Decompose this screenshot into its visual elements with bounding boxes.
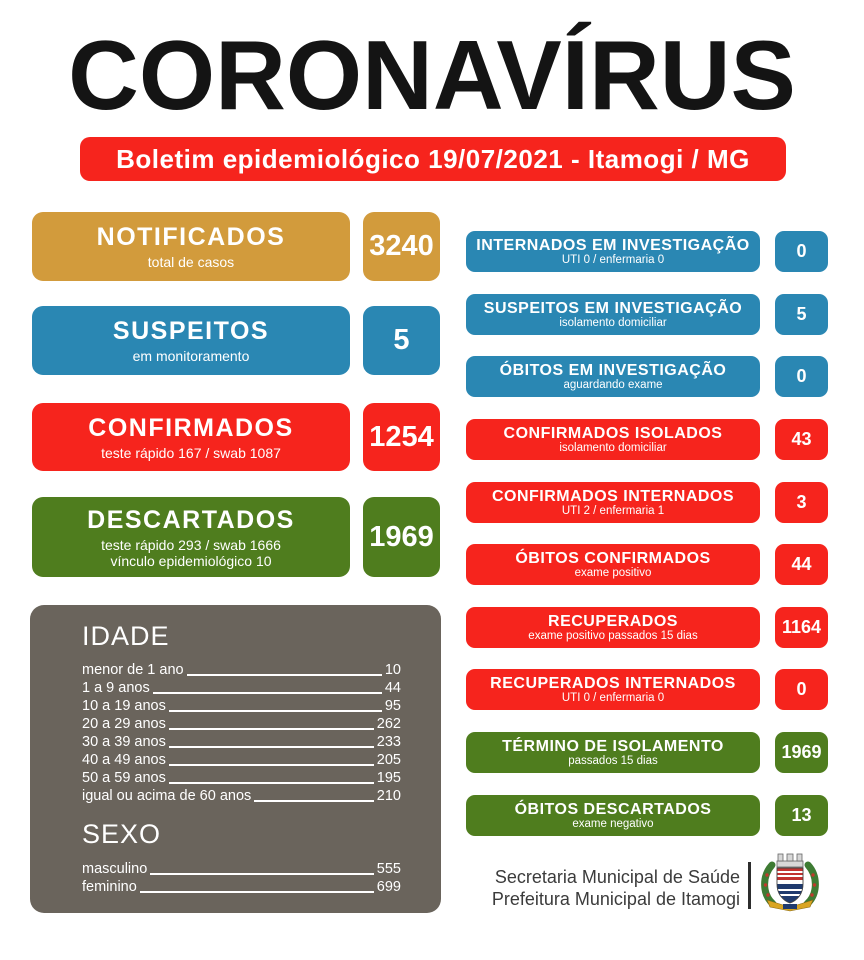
card-obitos-investigacao xyxy=(466,356,760,397)
card-termino-isolamento-title: TÉRMINO DE ISOLAMENTO xyxy=(502,737,724,755)
card-recuperados-subtitle: exame positivo passados 15 dias xyxy=(528,629,698,642)
card-confirmados-isolados-subtitle: isolamento domiciliar xyxy=(559,441,667,454)
badge-confirmados-isolados-value: 43 xyxy=(775,419,828,460)
age-row-value: 95 xyxy=(384,698,401,714)
card-descartados-title: DESCARTADOS xyxy=(87,505,295,534)
age-row-label: menor de 1 ano xyxy=(82,662,184,678)
card-obitos-descartados xyxy=(466,795,760,836)
leader-line xyxy=(187,674,382,676)
footer-org xyxy=(430,866,740,910)
card-suspeitos xyxy=(32,306,350,375)
leader-line xyxy=(153,692,382,694)
card-confirmados xyxy=(32,403,350,471)
sex-row-value: 699 xyxy=(376,879,401,895)
card-suspeitos-title: SUSPEITOS xyxy=(112,317,270,345)
card-obitos-confirmados-subtitle: exame positivo xyxy=(574,566,652,579)
sex-row-label: feminino xyxy=(82,879,137,895)
card-notificados-subtitle: total de casos xyxy=(147,254,235,270)
badge-obitos-descartados-value: 13 xyxy=(775,795,828,836)
badge-descartados-value: 1969 xyxy=(363,497,440,577)
itamogi-coat-of-arms-icon xyxy=(757,852,823,916)
card-recuperados-internados-subtitle: UTI 0 / enfermaria 0 xyxy=(561,691,665,704)
card-notificados xyxy=(32,212,350,281)
badge-obitos-confirmados-value: 44 xyxy=(775,544,828,585)
age-row-value: 195 xyxy=(376,770,401,786)
sex-row xyxy=(82,860,401,878)
card-internados-investigacao xyxy=(466,231,760,272)
age-row-value: 262 xyxy=(376,716,401,732)
sex-section-title: SEXO xyxy=(82,819,162,849)
age-row-value: 233 xyxy=(376,734,401,750)
card-internados-investigacao-subtitle: UTI 0 / enfermaria 0 xyxy=(561,253,665,266)
card-recuperados-internados-title: RECUPERADOS INTERNADOS xyxy=(490,674,736,692)
card-confirmados-internados xyxy=(466,482,760,523)
card-suspeitos-subtitle: em monitoramento xyxy=(132,348,250,364)
footer-line1: Secretaria Municipal de Saúde xyxy=(494,867,740,887)
footer-divider xyxy=(748,862,751,909)
card-confirmados-internados-subtitle: UTI 2 / enfermaria 1 xyxy=(561,504,665,517)
card-descartados-subtitle-2: vínculo epidemiológico 10 xyxy=(110,552,272,569)
footer-line2: Prefeitura Municipal de Itamogi xyxy=(491,889,740,909)
leader-line xyxy=(169,728,374,730)
age-row-value: 10 xyxy=(384,662,401,678)
card-confirmados-isolados-title: CONFIRMADOS ISOLADOS xyxy=(503,424,723,442)
card-recuperados xyxy=(466,607,760,648)
leader-line xyxy=(169,782,374,784)
age-row xyxy=(82,733,401,751)
leader-line xyxy=(169,710,382,712)
sex-row-label: masculino xyxy=(82,861,148,877)
leader-line xyxy=(169,764,374,766)
badge-confirmados-value: 1254 xyxy=(363,403,440,471)
leader-line xyxy=(140,891,374,893)
card-termino-isolamento xyxy=(466,732,760,773)
age-row-value: 44 xyxy=(384,680,401,696)
card-confirmados-subtitle: teste rápido 167 / swab 1087 xyxy=(101,444,281,461)
age-row-value: 205 xyxy=(376,752,401,768)
leader-line xyxy=(150,873,374,875)
card-obitos-confirmados-title: ÓBITOS CONFIRMADOS xyxy=(515,549,711,567)
badge-suspeitos-investigacao-value: 5 xyxy=(775,294,828,335)
badge-recuperados-value: 1164 xyxy=(775,607,828,648)
badge-recuperados-internados-value: 0 xyxy=(775,669,828,710)
badge-suspeitos-value: 5 xyxy=(363,306,440,375)
badge-internados-investigacao-value: 0 xyxy=(775,231,828,272)
age-row xyxy=(82,787,401,805)
badge-obitos-investigacao-value: 0 xyxy=(775,356,828,397)
sex-row xyxy=(82,878,401,896)
card-descartados-subtitle-1: teste rápido 293 / swab 1666 xyxy=(101,536,281,553)
age-row-label: igual ou acima de 60 anos xyxy=(82,788,252,804)
leader-line xyxy=(169,746,374,748)
age-row-label: 1 a 9 anos xyxy=(82,680,150,696)
age-row-label: 40 a 49 anos xyxy=(82,752,166,768)
badge-notificados-value: 3240 xyxy=(363,212,440,281)
age-row xyxy=(82,769,401,787)
age-row xyxy=(82,661,401,679)
badge-termino-isolamento-value: 1969 xyxy=(775,732,828,773)
leader-line xyxy=(254,800,374,802)
age-row xyxy=(82,679,401,697)
card-suspeitos-investigacao-title: SUSPEITOS EM INVESTIGAÇÃO xyxy=(483,299,743,317)
card-descartados xyxy=(32,497,350,577)
card-obitos-confirmados xyxy=(466,544,760,585)
badge-confirmados-internados-value: 3 xyxy=(775,482,828,523)
card-obitos-investigacao-subtitle: aguardando exame xyxy=(563,378,663,391)
age-row-label: 50 a 59 anos xyxy=(82,770,166,786)
card-obitos-investigacao-title: ÓBITOS EM INVESTIGAÇÃO xyxy=(499,361,727,379)
sex-row-value: 555 xyxy=(376,861,401,877)
card-suspeitos-investigacao xyxy=(466,294,760,335)
card-obitos-descartados-subtitle: exame negativo xyxy=(572,817,654,830)
demographics-panel xyxy=(30,605,441,913)
age-row xyxy=(82,751,401,769)
age-row-label: 20 a 29 anos xyxy=(82,716,166,732)
card-internados-investigacao-title: INTERNADOS EM INVESTIGAÇÃO xyxy=(476,236,750,254)
card-recuperados-title: RECUPERADOS xyxy=(548,612,678,630)
card-obitos-descartados-title: ÓBITOS DESCARTADOS xyxy=(514,800,712,818)
card-notificados-title: NOTIFICADOS xyxy=(96,223,286,251)
age-row xyxy=(82,697,401,715)
card-confirmados-title: CONFIRMADOS xyxy=(88,413,294,442)
age-row-label: 10 a 19 anos xyxy=(82,698,166,714)
age-section-title: IDADE xyxy=(82,621,170,651)
age-row-value: 210 xyxy=(376,788,401,804)
age-row-label: 30 a 39 anos xyxy=(82,734,166,750)
card-termino-isolamento-subtitle: passados 15 dias xyxy=(568,754,658,767)
card-confirmados-internados-title: CONFIRMADOS INTERNADOS xyxy=(491,487,735,505)
card-recuperados-internados xyxy=(466,669,760,710)
card-confirmados-isolados xyxy=(466,419,760,460)
bulletin-banner: Boletim epidemiológico 19/07/2021 - Itamogi / MG xyxy=(80,137,786,181)
card-suspeitos-investigacao-subtitle: isolamento domiciliar xyxy=(559,316,667,329)
age-row xyxy=(82,715,401,733)
page-title: CORONAVÍRUS xyxy=(68,20,796,130)
